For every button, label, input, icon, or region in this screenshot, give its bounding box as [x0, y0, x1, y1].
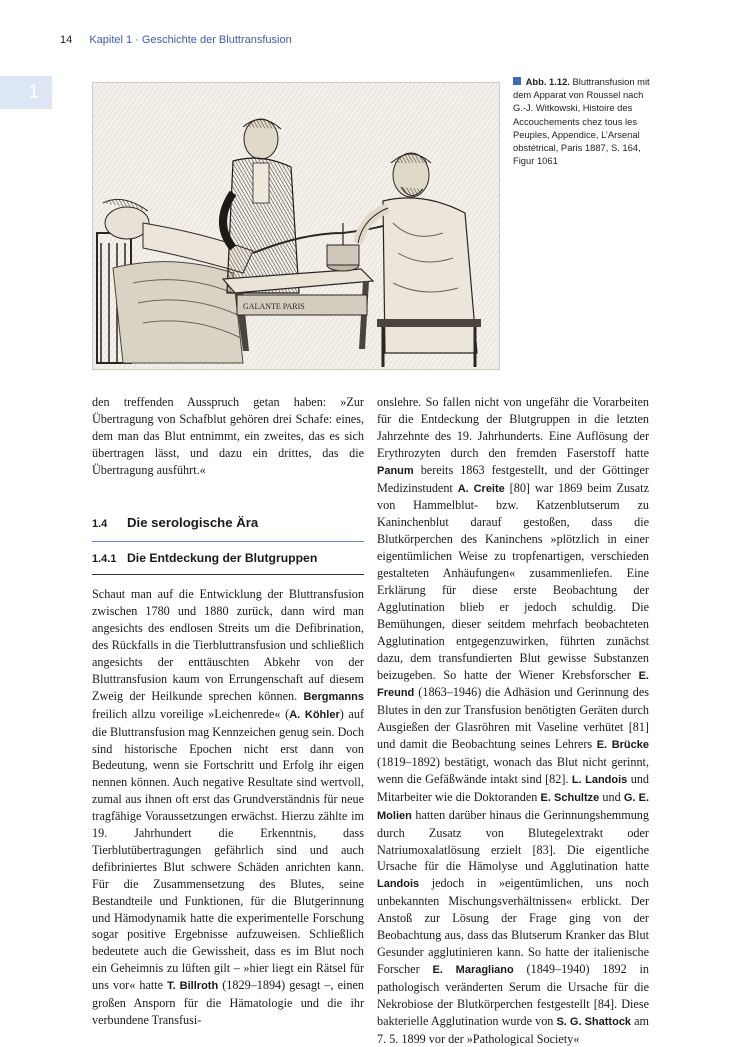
person-name: A. Köhler [289, 708, 340, 721]
text-column-left [92, 394, 364, 1029]
figure-marker-icon [513, 77, 521, 85]
text-run: hatten darüber hinaus die Gerinnungshemmung durch Zusatz von Blutegelextrakt oder Natriumoxalatlösung erzielt [83]. Die eigentliche Ursache für die Hämolyse und Agglutination hatte [377, 807, 649, 874]
section-title: Die serologische Ära [127, 514, 259, 530]
person-name: Bergmanns [303, 690, 364, 703]
text-run: (1849–1940) 1892 in pathologisch veränderten Serum die Ursache für die Nekrobiose der Blutkörperchen festgestellt [84]. Diese bakterielle Agglutination wurde von [377, 961, 649, 1028]
person-name: Landois [377, 878, 420, 891]
person-name: E. Schultze [540, 791, 600, 804]
chapter-title: Kapitel 1 · Geschichte der Bluttransfusion [89, 34, 292, 46]
person-name: E. Maragliano [432, 963, 514, 976]
subsection-title: Die Entdeckung der Blutgruppen [127, 551, 318, 566]
text-run: (1863–1946) die Adhäsion und Gerinnung des Blutes in den zur Transfusion benötigten Geräten durch Ausgießen der Glasröhren mit Vaseline verhütet [81] und damit die Beobachtung seines Lehrers [377, 685, 649, 752]
person-name: G. E. Molien [377, 791, 649, 822]
running-header [60, 34, 292, 46]
person-name: T. Billroth [167, 980, 219, 993]
section-number: 1.4 [92, 517, 108, 530]
section-heading [92, 515, 364, 543]
subsection-heading [92, 550, 364, 575]
chapter-tab [0, 76, 52, 109]
intro-paragraph: den treffenden Ausspruch getan haben: »Zur Übertragung von Schafblut gehören drei Schafe: eines, dem man das Blut entnimmt, ein zweites, das es sich übertragen lässt, und dazu ein drittes, das die Übertragung ausführt.« [92, 395, 364, 477]
body-paragraph-left [92, 586, 364, 1029]
transfusion-illustration [93, 83, 500, 370]
text-run: [80] war 1869 beim Zusatz von Hammelblut- bzw. Katzenblutserum zu Kaninchenblut darauf gestoßen, dass die Blutkörperchen des Kaninchens »plötzlich in einer eigentümlichen Weise zu tropfenartigen, verschieden gestalteten Anhäufungen« zusammenliefen. Eine Erklärung für diese erste Beobachtung der Agglutination blieb er jedoch schuldig. Die Bemühungen, dieser seitdem mehrfach beobachteten Agglutination entgegenzuwirken, führten zunächst dazu, dem transfundierten Blut gewisse Substanzen beizugeben. So hatte der Wiener Krebsforscher [377, 480, 649, 682]
person-name: Panum [377, 464, 414, 477]
text-column-right [377, 394, 649, 1047]
subsection-number: 1.4.1 [92, 553, 117, 566]
text-run: bereits 1863 festgestellt, und der Göttinger Medizinstudent [377, 462, 649, 495]
text-run: am 7. 5. 1899 vor der »Pathological Society« [377, 1013, 650, 1046]
person-name: E. Brücke [596, 739, 649, 752]
text-run: und [599, 789, 624, 804]
text-run: und Mitarbeiter wie die Doktoranden [377, 771, 650, 804]
text-run: jedoch in »eigentümlichen, uns noch unbekannten Mischungsverhältnissen« erblickt. Der Anstoß zur Lösung der Frage ging von der Beobachtung aus, dass das Blutserum Kranker das Blut Gesunder agglutinieren kann. So hatte der italienische Forscher [377, 876, 649, 976]
figure-number: Abb. 1.12. [525, 76, 570, 87]
text-run: (1819–1892) bestätigt, wonach das Blut nicht gerinnt, wenn die Gefäßwände intakt sind [82]. [377, 755, 649, 786]
body-paragraph-right [377, 394, 649, 1047]
figure-engraving [92, 82, 500, 370]
figure-caption-text: Bluttransfusion mit dem Apparat von Roussel nach G.-J. Witkowski, Histoire des Accouchements chez tous les Peuples, Appendice, L’Arsenal obstétrical, Paris 1887, S. 164, Figur 1061 [513, 76, 650, 167]
text-run: onslehre. So fallen nicht von ungefähr die Vorarbeiten für die Entdeckung der Blutgruppen in die letzten Jahrzehnte des 19. Jahrhunderts. Eine Auflösung der Erythrozyten durch den fremden Faserstoff hatte [377, 395, 649, 460]
person-name: E. Freund [377, 669, 649, 700]
person-name: S. G. Shattock [556, 1015, 632, 1028]
text-run: Schaut man auf die Entwicklung der Bluttransfusion zwischen 1780 und 1880 zurück, dann wird man angesichts des endlosen Streits um die Defibrination, des Rückfalls in die Tierbluttransfusion und schließlich angesichts der enttäuschten Abkehr von der Bluttransfusion kaum von Errungenschaft auf diesem Zweig der Heilkunde sprechen können. [92, 587, 364, 703]
chapter-tab-number: 1 [28, 82, 39, 103]
text-run: ) auf die Bluttransfusion mag Kennzeichen genug sein. Doch sind historische Epochen nicht erst dann von Bedeutung, wenn sie Fortschritt und Erfolg ihr eigen nennen können. Auch negative Resultate sind wertvoll, zumal aus ihnen oft erst das Grundverständnis für neue tragfähige Voraussetzungen erwächst. Hierzu zählte im 19. Jahrhundert die Erkenntnis, dass Tierblutübertragungen gefährlich sind und auch defibriniertes Blut schwere Schäden anrichten kann. Für die Zusammensetzung des Blutes, seine Bestandteile und Funktionen, für die Blutgerinnung und Hämodynamik hatte die experimentelle Forschung sogar positive Ergebnisse aufzuweisen. Schließlich bedeutete auch die Gewissheit, dass es im Blut noch ein Geheimnis zu lüften gilt – »hier liegt ein Rätsel für uns vor« hatte [92, 706, 364, 993]
text-run: (1829–1894) gesagt –, einen großen Ansporn für die Hämatologie und die ihr verbundene Transfusi- [92, 978, 364, 1027]
person-name: L. Landois [571, 773, 628, 786]
person-name: A. Creite [457, 482, 505, 495]
page-number: 14 [60, 34, 73, 46]
figure-caption [513, 75, 653, 167]
text-run: freilich allzu voreilige »Leichenrede« ( [92, 706, 290, 721]
table-label: GALANTE PARIS [243, 302, 305, 311]
